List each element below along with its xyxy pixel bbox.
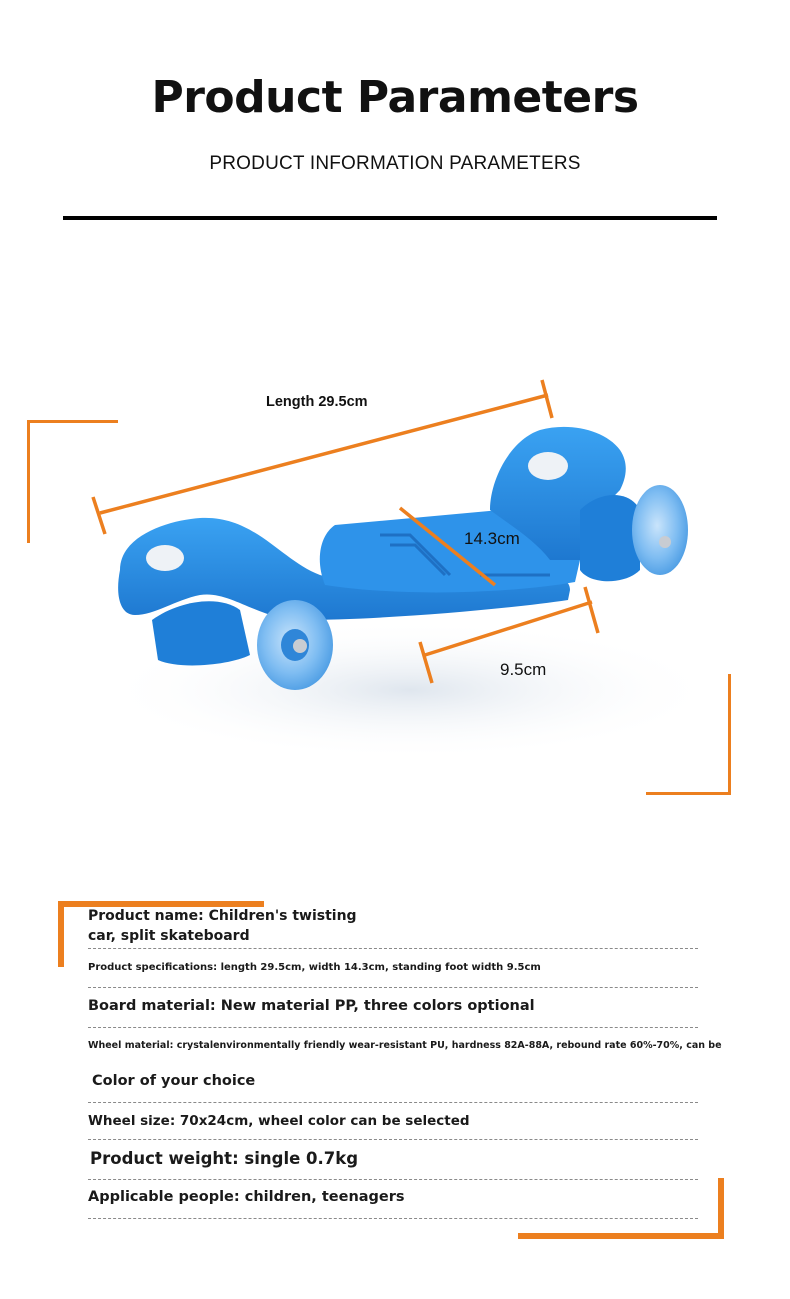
param-row-wheel-size xyxy=(88,1103,698,1140)
param-text: Applicable people: children, teenagers xyxy=(88,1189,405,1205)
param-text: Board material: New material PP, three colors optional xyxy=(88,998,535,1014)
param-row-board-material xyxy=(88,988,698,1028)
param-text: Wheel size: 70x24cm, wheel color can be selected xyxy=(88,1113,470,1129)
front-wheel-assembly xyxy=(580,485,688,581)
param-row-color xyxy=(88,1064,698,1103)
width-label: 14.3cm xyxy=(464,529,520,548)
param-text: Product name: Children's twisting car, split skateboard xyxy=(88,908,357,944)
param-text: Color of your choice xyxy=(92,1073,256,1089)
param-row-wheel-material xyxy=(88,1028,722,1064)
param-text: Product specifications: length 29.5cm, width 14.3cm, standing foot width 9.5cm xyxy=(88,962,541,973)
skateboard-illustration xyxy=(80,370,740,770)
param-row-specifications xyxy=(88,949,698,988)
page-title: Product Parameters xyxy=(151,72,639,123)
parameter-list xyxy=(88,906,722,1219)
param-row-product-name xyxy=(88,906,698,949)
foot-width-label: 9.5cm xyxy=(500,660,547,679)
page-subtitle: PRODUCT INFORMATION PARAMETERS xyxy=(209,153,581,174)
length-label: Length 29.5cm xyxy=(266,394,368,410)
param-row-weight xyxy=(88,1140,698,1180)
param-row-applicable-people xyxy=(88,1180,698,1219)
board-body xyxy=(118,427,626,620)
header-divider xyxy=(63,216,717,220)
param-text: Product weight: single 0.7kg xyxy=(90,1149,359,1168)
param-text: Wheel material: crystalenvironmentally friendly wear-resistant PU, hardness 82A-88A, rebound rate 60%-70%, can be xyxy=(88,1040,722,1051)
